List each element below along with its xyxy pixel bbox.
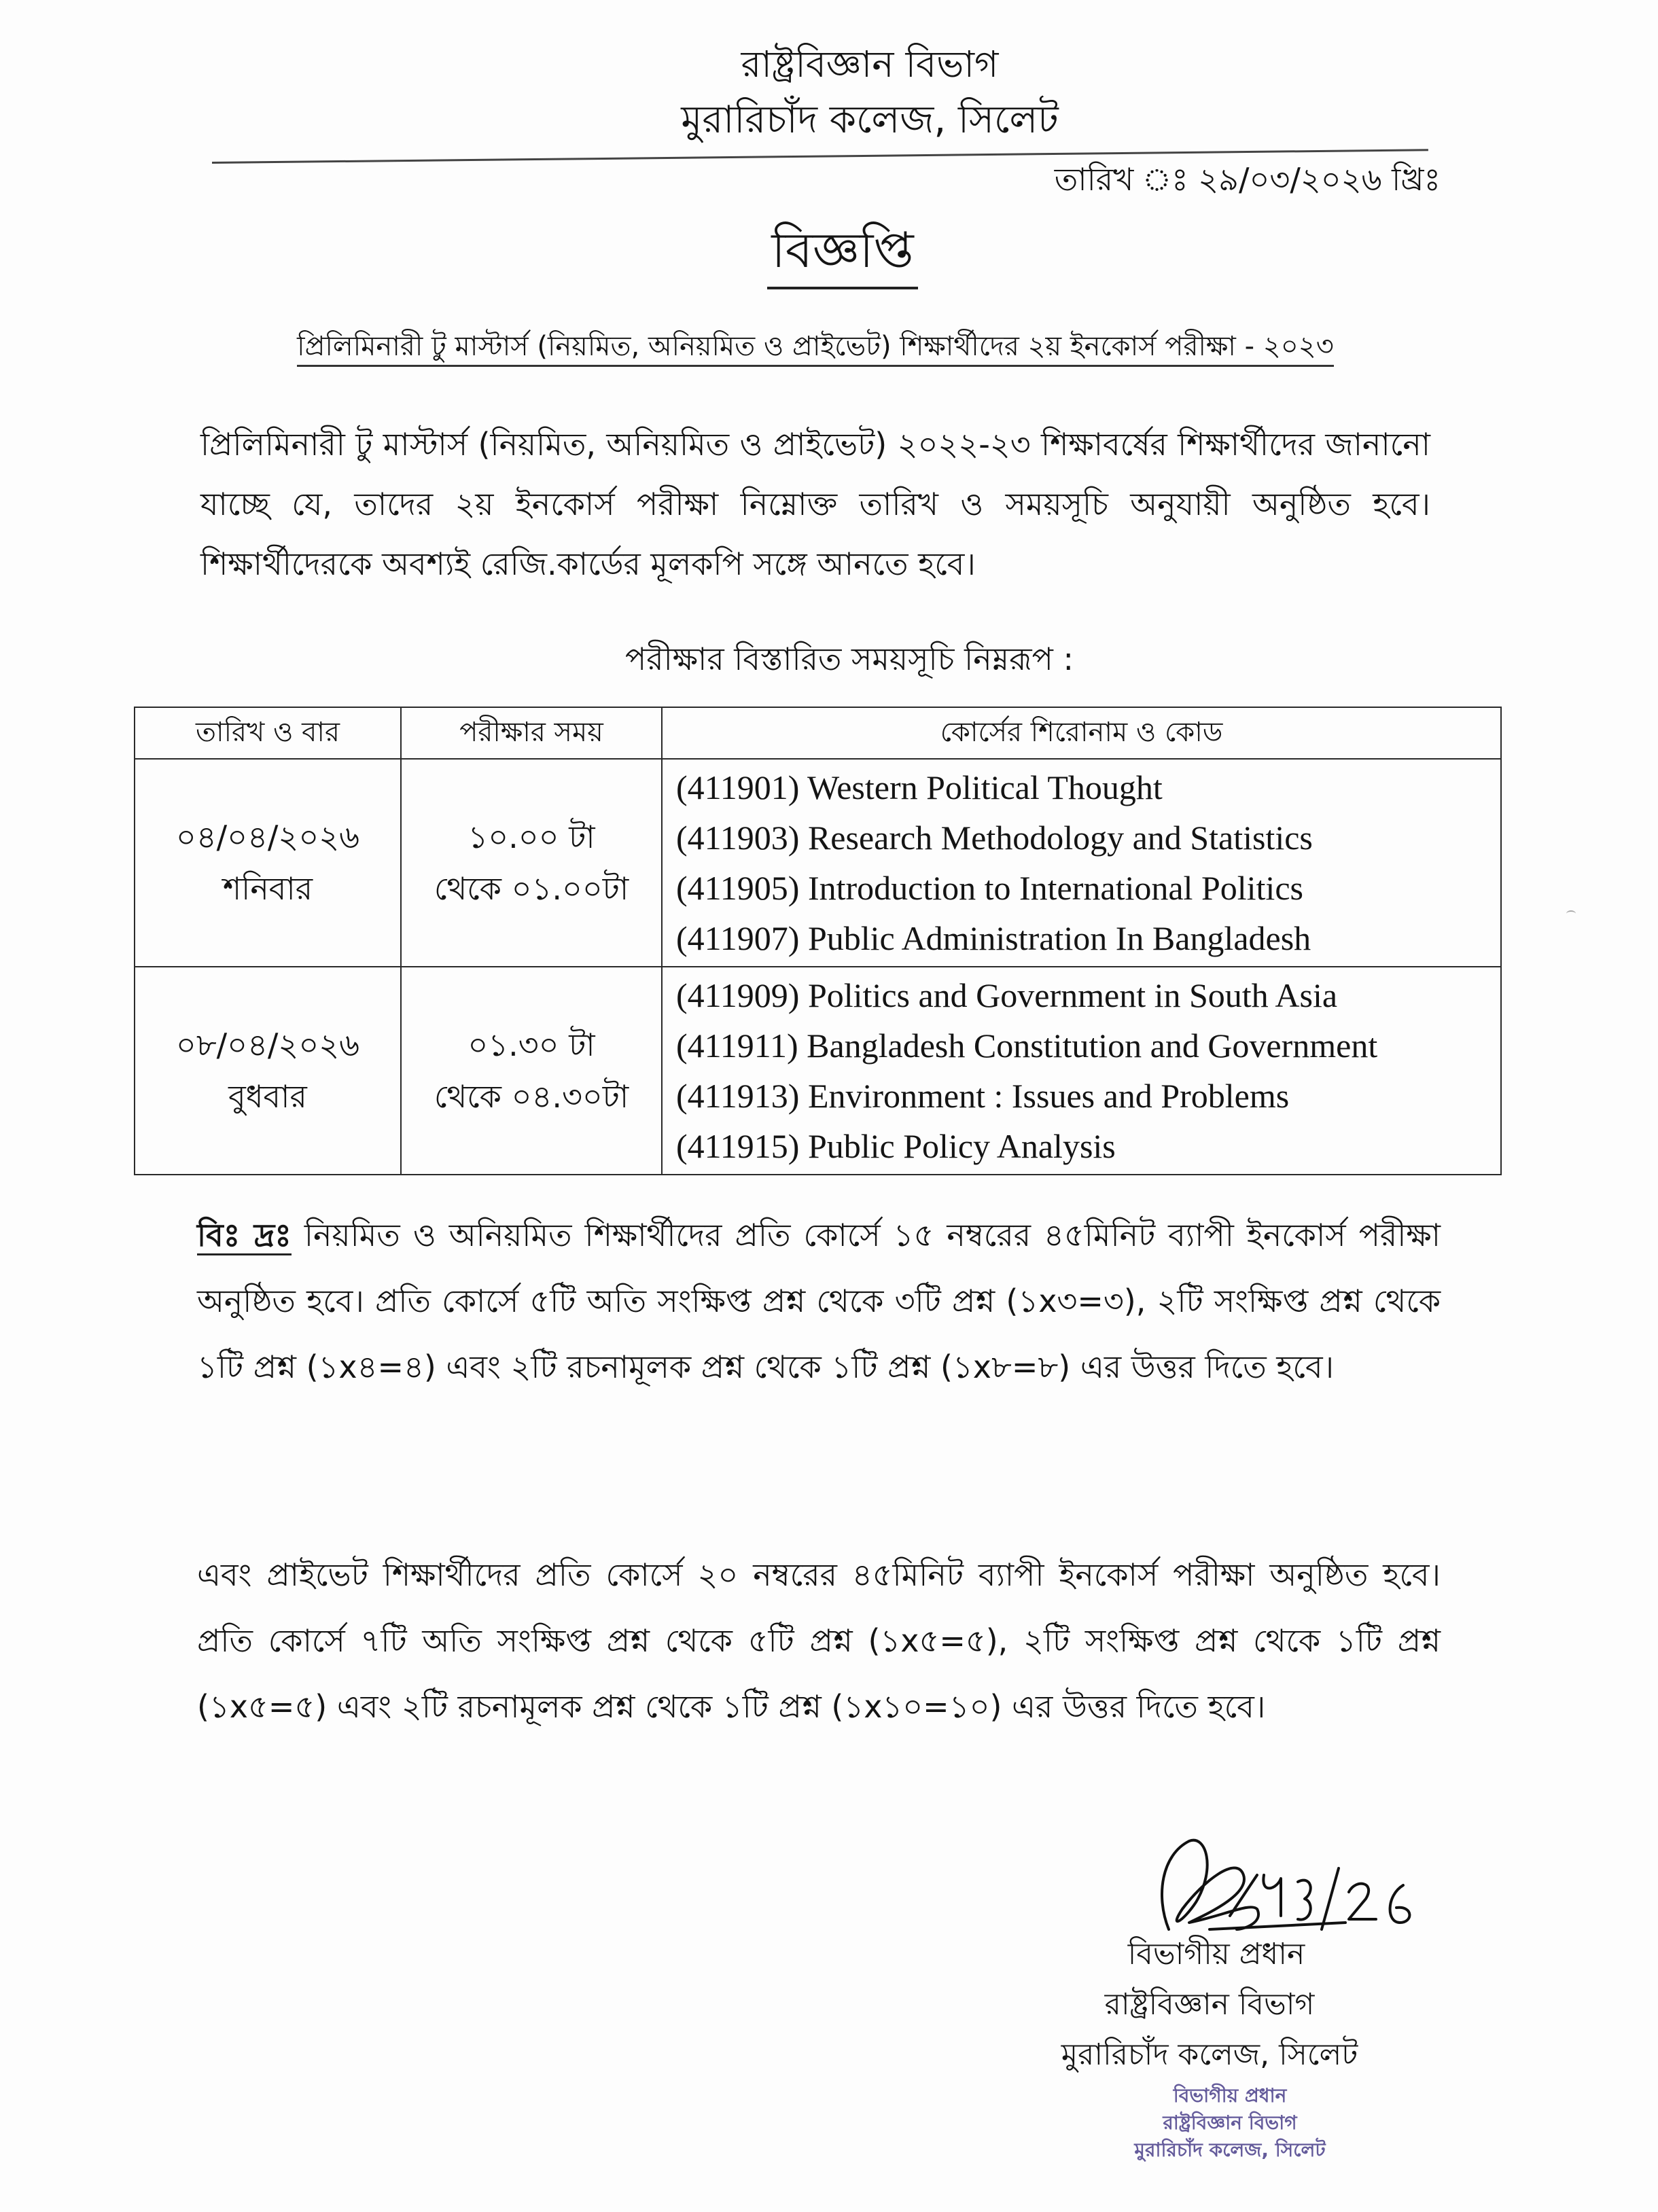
signatory-college: মুরারিচাঁদ কলেজ, সিলেট	[1061, 2037, 1358, 2072]
course-item: (411911) Bangladesh Constitution and Government	[676, 1027, 1378, 1065]
course-item: (411915) Public Policy Analysis	[676, 1127, 1116, 1165]
time-cell	[401, 967, 662, 1175]
course-item: (411903) Research Methodology and Statistics	[676, 819, 1313, 857]
department-name: রাষ্ট্রবিজ্ঞান বিভাগ	[741, 43, 999, 86]
column-header-course: কোর্সের শিরোনাম ও কোড	[662, 707, 1501, 759]
exam-day: বুধবার	[228, 1078, 307, 1115]
column-header-date: তারিখ ও বার	[135, 707, 401, 759]
course-item: (411907) Public Administration In Bangladesh	[676, 919, 1311, 957]
signatory-block	[1019, 1929, 1400, 2080]
course-cell	[662, 759, 1501, 967]
note-label: বিঃ দ্রঃ	[197, 1217, 292, 1255]
college-name: মুরারিচাঁদ কলেজ, সিলেট	[681, 98, 1059, 142]
notice-title-wrap	[0, 216, 1658, 289]
signatory-title: বিভাগীয় প্রধান	[1127, 1937, 1305, 1972]
course-item: (411905) Introduction to International Politics	[676, 869, 1303, 907]
note-regular-text: নিয়মিত ও অনিয়মিত শিক্ষার্থীদের প্রতি কোর্সে ১৫ নম্বরের ৪৫মিনিট ব্যাপী ইনকোর্স পরীক্ষা অনুষ্ঠিত হবে। প্রতি কোর্সে ৫টি অতি সংক্ষিপ্ত প্রশ্ন থেকে ৩টি প্রশ্ন (১x৩=৩), ২টি সংক্ষিপ্ত প্রশ্ন থেকে ১টি প্রশ্ন (১x৪=৪) এবং ২টি রচনামূলক প্রশ্ন থেকে ১টি প্রশ্ন (১x৮=৮) এর উত্তর দিতে হবে।	[197, 1217, 1441, 1385]
official-stamp	[1101, 2082, 1359, 2164]
exam-time-start: ১০.০০ টা	[468, 819, 595, 855]
exam-time-end: থেকে ০১.০০টা	[434, 870, 629, 907]
signatory-department: রাষ্ট্রবিজ্ঞান বিভাগ	[1104, 1987, 1315, 2022]
notice-subject: প্রিলিমিনারী টু মাস্টার্স (নিয়মিত, অনিয়মিত ও প্রাইভেট) শিক্ষার্থীদের ২য় ইনকোর্স পরীক্ষা - ২০২৩	[297, 331, 1334, 367]
stamp-line-title: বিভাগীয় প্রধান	[1173, 2084, 1287, 2107]
intro-paragraph: প্রিলিমিনারী টু মাস্টার্স (নিয়মিত, অনিয়মিত ও প্রাইভেট) ২০২২-২৩ শিক্ষাবর্ষের শিক্ষার্থীদের জানানো যাচ্ছে যে, তাদের ২য় ইনকোর্স পরীক্ষা নিম্নোক্ত তারিখ ও সময়সূচি অনুযায়ী অনুষ্ঠিত হবে। শিক্ষার্থীদেরকে অবশ্যই রেজি.কার্ডের মূলকপি সঙ্গে আনতে হবে।	[200, 426, 1430, 582]
stamp-line-college: মুরারিচাঁদ কলেজ, সিলেট	[1134, 2139, 1326, 2161]
date-cell	[135, 967, 401, 1175]
letterhead	[0, 37, 1658, 149]
table-header-row	[135, 707, 1501, 759]
course-item: (411909) Politics and Government in South Asia	[676, 976, 1338, 1014]
exam-day: শনিবার	[222, 870, 313, 907]
scan-mark	[1566, 910, 1576, 917]
notice-subject-wrap	[204, 326, 1427, 367]
exam-date: ০৪/০৪/২০২৬	[175, 819, 360, 855]
table-row	[135, 759, 1501, 967]
date-cell	[135, 759, 401, 967]
exam-time-start: ০১.৩০ টা	[468, 1027, 595, 1063]
exam-date: ০৮/০৪/২০২৬	[175, 1027, 360, 1063]
schedule-heading: পরীক্ষার বিস্তারিত সময়সূচি নিম্নরূপ :	[625, 641, 1074, 677]
column-header-time: পরীক্ষার সময়	[401, 707, 662, 759]
notice-date: তারিখ ঃ ২৯/০৩/২০২৬ খ্রিঃ	[1054, 161, 1441, 198]
note-private-students: এবং প্রাইভেট শিক্ষার্থীদের প্রতি কোর্সে ২০ নম্বরের ৪৫মিনিট ব্যাপী ইনকোর্স পরীক্ষা অনুষ্ঠিত হবে। প্রতি কোর্সে ৭টি অতি সংক্ষিপ্ত প্রশ্ন থেকে ৫টি প্রশ্ন (১x৫=৫), ২টি সংক্ষিপ্ত প্রশ্ন থেকে ১টি প্রশ্ন (১x৫=৫) এবং ২টি রচনামূলক প্রশ্ন থেকে ১টি প্রশ্ন (১x১০=১০) এর উত্তর দিতে হবে।	[197, 1556, 1441, 1725]
stamp-line-department: রাষ্ট্রবিজ্ঞান বিভাগ	[1163, 2111, 1297, 2134]
note-regular-students	[197, 1202, 1441, 1400]
course-item: (411901) Western Political Thought	[676, 768, 1163, 806]
time-cell	[401, 759, 662, 967]
table-row	[135, 967, 1501, 1175]
exam-time-end: থেকে ০৪.৩০টা	[434, 1078, 629, 1115]
course-item: (411913) Environment : Issues and Problems	[676, 1077, 1290, 1115]
notice-title: বিজ্ঞপ্তি	[767, 216, 917, 289]
exam-schedule-table	[134, 707, 1502, 1175]
signature-scribble-icon	[1142, 1827, 1427, 1936]
course-cell	[662, 967, 1501, 1175]
